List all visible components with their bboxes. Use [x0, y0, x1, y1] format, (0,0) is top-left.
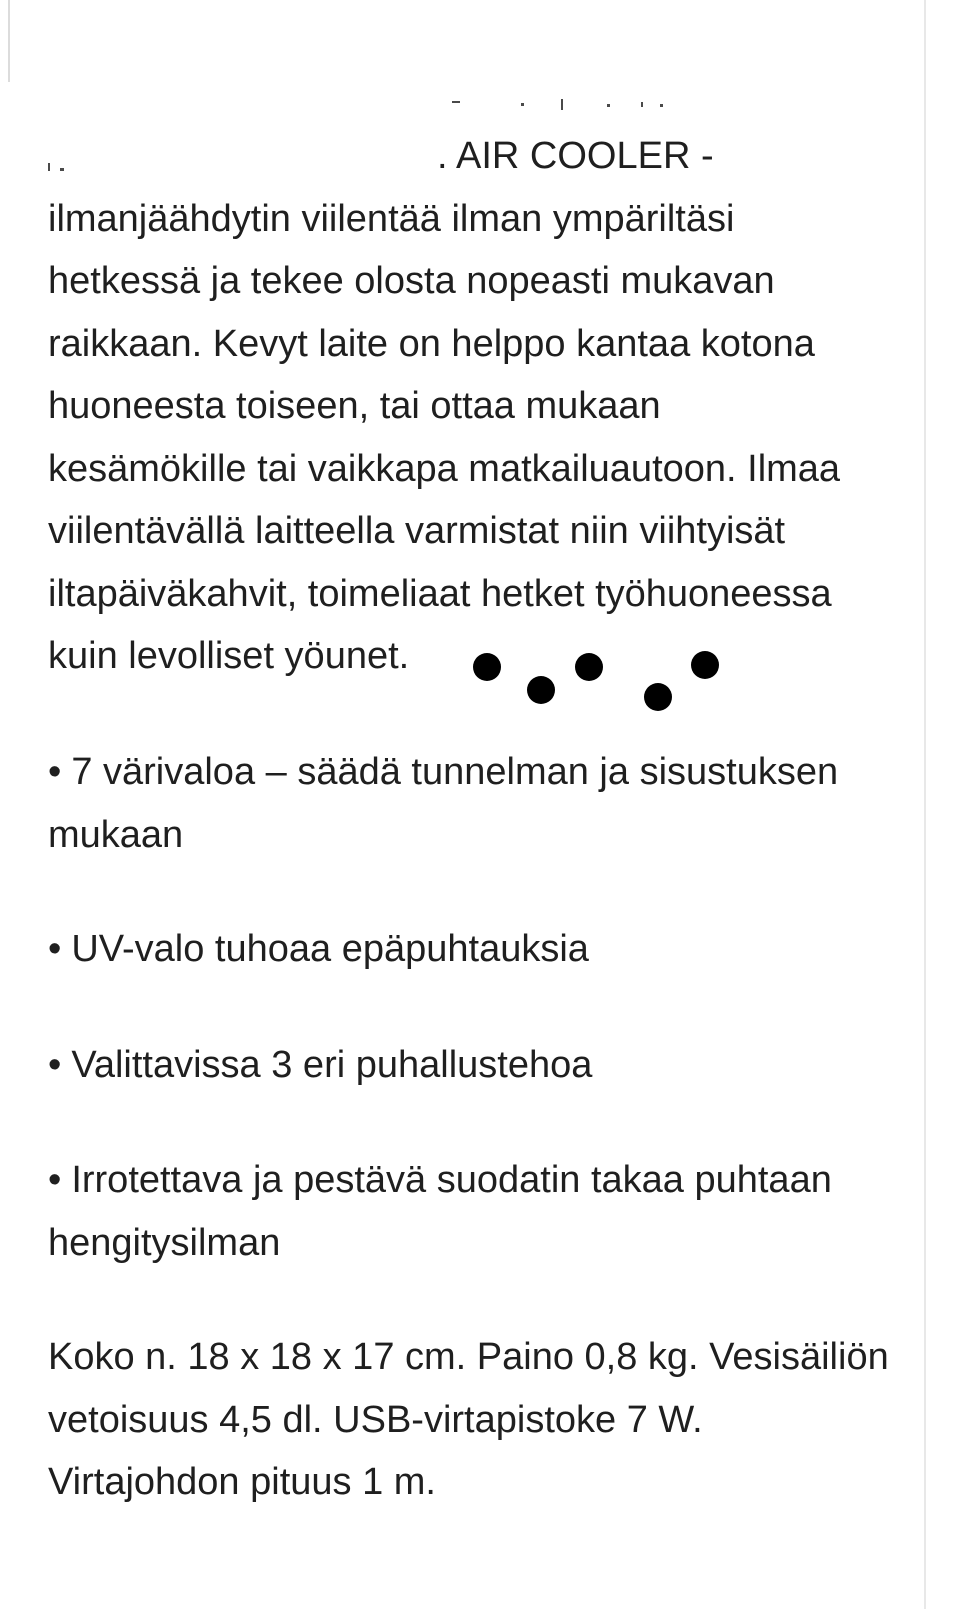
dot	[644, 683, 672, 711]
bullet-icon: •	[48, 928, 62, 970]
remnant-speck	[561, 99, 563, 110]
description-line: ilmanjäähdytin viilentää ilman ympäriltäsi	[48, 197, 735, 240]
description-line: hetkessä ja tekee olosta nopeasti mukavan	[48, 260, 775, 302]
remnant-speck	[641, 102, 643, 107]
bullet-icon: •	[48, 1159, 62, 1201]
feature-text: Irrotettava ja pestävä suodatin takaa puhtaan	[71, 1159, 832, 1201]
description-line: raikkaan. Kevyt laite on helppo kantaa kotona	[48, 322, 815, 365]
feature-item-color-lights	[48, 741, 918, 866]
right-edge-divider	[924, 0, 926, 1609]
feature-line: hengitysilman	[48, 1221, 281, 1264]
remnant-speck	[521, 103, 524, 106]
feature-line	[48, 741, 918, 804]
remnant-speck	[660, 104, 663, 107]
product-specs	[48, 1326, 918, 1514]
bullet-icon: •	[48, 751, 62, 793]
feature-item-uv-light	[48, 918, 918, 981]
bullet-icon: •	[48, 1044, 62, 1086]
feature-text: 7 värivaloa – säädä tunnelman ja sisustuksen	[71, 751, 839, 793]
dot	[527, 676, 555, 704]
dot	[575, 653, 603, 681]
feature-item-filter	[48, 1149, 918, 1274]
feature-item-fan-speeds	[48, 1034, 918, 1097]
remnant-speck	[607, 104, 610, 107]
feature-line	[48, 1034, 918, 1097]
feature-line	[48, 1149, 918, 1212]
description-line: viilentävällä laitteella varmistat niin viihtyisät	[48, 510, 786, 552]
description-line: iltapäiväkahvit, toimeliaat hetket työhuoneessa	[48, 572, 832, 615]
left-edge-divider	[8, 0, 10, 82]
description-line: kesämökille tai vaikkapa matkailuautoon. Ilmaa	[48, 447, 841, 490]
remnant-speck	[452, 101, 460, 103]
feature-text: Valittavissa 3 eri puhallustehoa	[71, 1044, 593, 1086]
feature-line: mukaan	[48, 813, 184, 856]
description-line: huoneesta toiseen, tai ottaa mukaan	[48, 385, 661, 427]
description-line: . AIR COOLER -	[437, 135, 714, 177]
spec-line: Virtajohdon pituus 1 m.	[48, 1461, 436, 1503]
feature-line	[48, 918, 918, 981]
product-description	[48, 125, 918, 688]
spec-line: vetoisuus 4,5 dl. USB-virtapistoke 7 W.	[48, 1398, 703, 1441]
description-line: kuin levolliset yöunet.	[48, 635, 410, 677]
dot	[473, 653, 501, 681]
dot	[691, 651, 719, 679]
feature-text: UV-valo tuhoaa epäpuhtauksia	[71, 928, 589, 970]
spec-line: Koko n. 18 x 18 x 17 cm. Paino 0,8 kg. Vesisäiliön	[48, 1336, 889, 1378]
